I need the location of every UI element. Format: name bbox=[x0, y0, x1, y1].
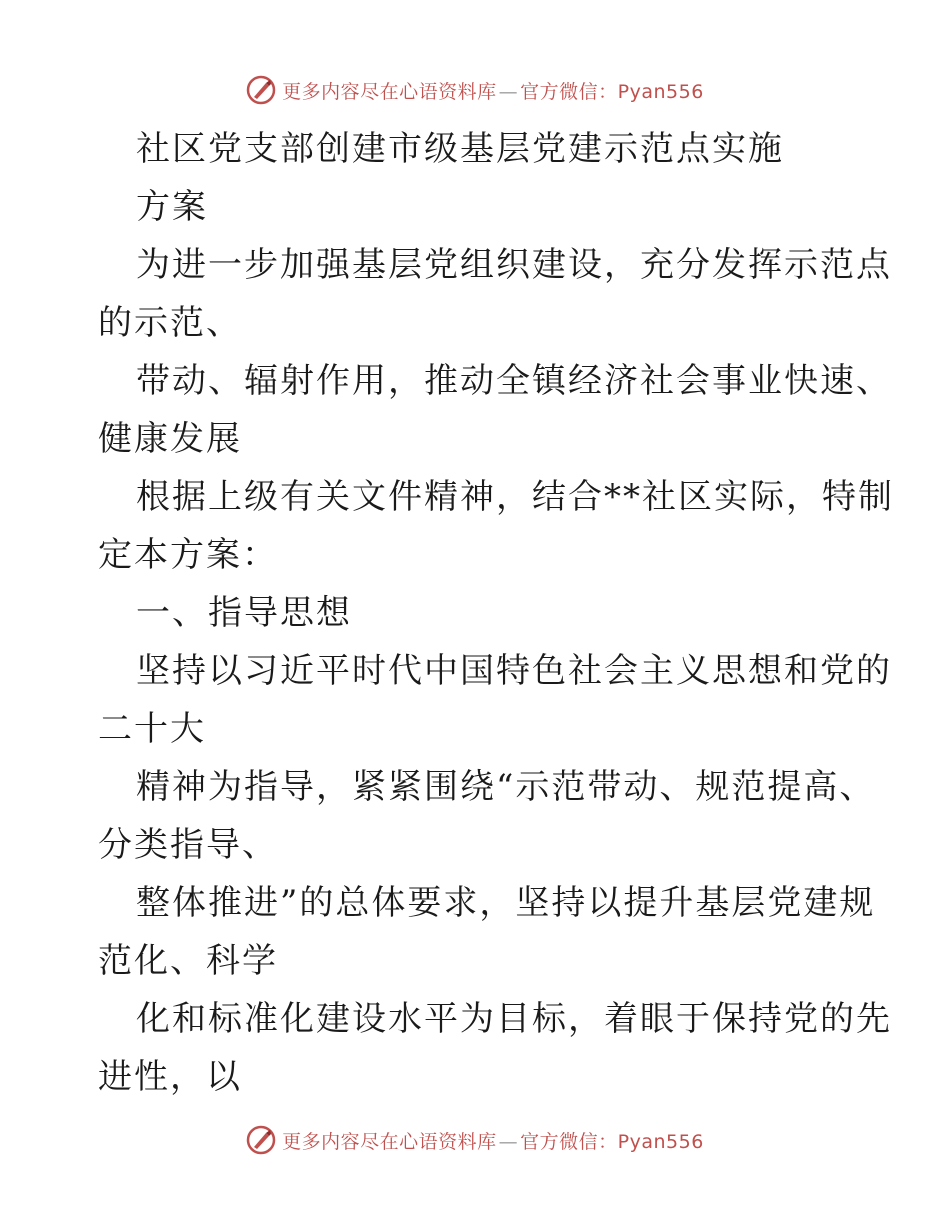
paragraph-line: 定本方案： bbox=[98, 535, 278, 575]
paragraph-line: 精神为指导，紧紧围绕“示范带动、规范提高、 bbox=[136, 767, 876, 807]
paragraph-line: 根据上级有关文件精神，结合**社区实际，特制 bbox=[136, 477, 894, 517]
doc-title-line-2: 方案 bbox=[136, 187, 208, 227]
document-body bbox=[98, 120, 894, 1106]
paragraph-line: 分类指导、 bbox=[98, 825, 278, 865]
footer-banner-text: 更多内容尽在心语资料库 — 官方微信：Pyan556 bbox=[282, 1130, 704, 1153]
footer-banner bbox=[0, 1120, 950, 1160]
paragraph-line: 整体推进”的总体要求，坚持以提升基层党建规 bbox=[136, 883, 876, 923]
paragraph-line: 带动、辐射作用，推动全镇经济社会事业快速、 bbox=[136, 361, 892, 401]
paragraph-line: 化和标准化建设水平为目标，着眼于保持党的先 bbox=[136, 999, 892, 1039]
section-heading: 一、指导思想 bbox=[136, 593, 352, 633]
paragraph-line: 坚持以习近平时代中国特色社会主义思想和党的 bbox=[136, 651, 892, 691]
paragraph-line: 健康发展 bbox=[98, 419, 242, 459]
quill-logo-icon bbox=[246, 75, 276, 105]
paragraph-line: 的示范、 bbox=[98, 303, 242, 343]
doc-title-line-1: 社区党支部创建市级基层党建示范点实施 bbox=[136, 129, 784, 169]
paragraph-line: 为进一步加强基层党组织建设，充分发挥示范点 bbox=[136, 245, 892, 285]
paragraph-line: 二十大 bbox=[98, 709, 206, 749]
paragraph-line: 范化、科学 bbox=[98, 941, 278, 981]
quill-logo-icon bbox=[246, 1125, 276, 1155]
header-banner-text: 更多内容尽在心语资料库 — 官方微信：Pyan556 bbox=[282, 80, 704, 103]
paragraph-line: 进性，以 bbox=[98, 1057, 242, 1097]
header-banner bbox=[0, 70, 950, 110]
